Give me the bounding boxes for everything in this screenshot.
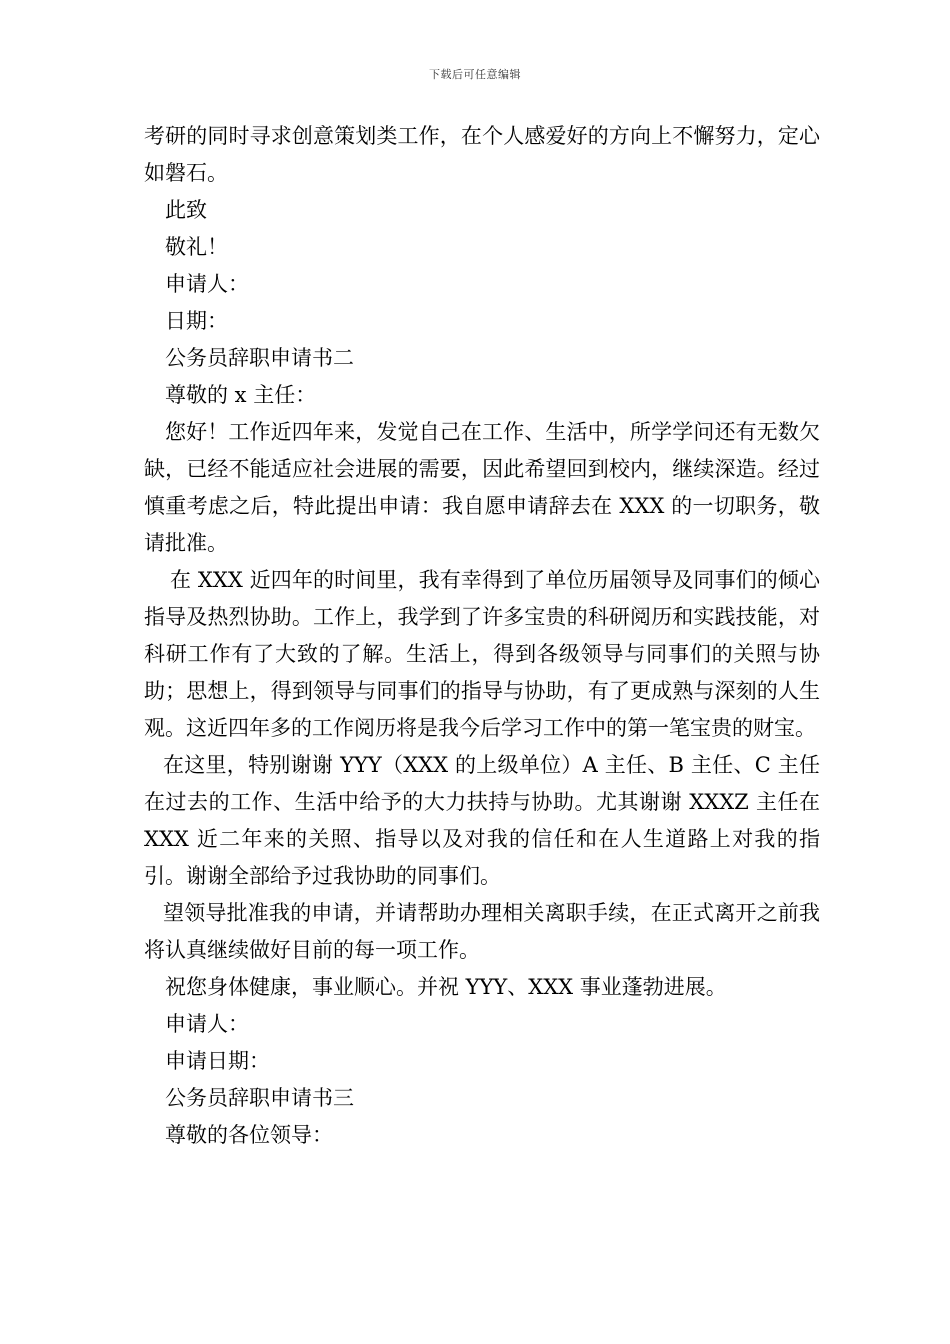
greeting-leaders: 尊敬的各位领导： (165, 1123, 333, 1147)
paragraph-gratitude-work: 在 XXX 近四年的时间里，我有幸得到了单位历届领导及同事们的倾心指导及热烈协助。工作上，我学到了许多宝贵的科研阅历和实践技能，对科研工作有了大致的了解。生活上，得到各级领导与同事们的关照与协助；思想上，得到领导与同事们的指导与协助，有了更成熟与深刻的人生观。这近四年多的工作阅历将是我今后学习工作中的第一笔宝贵的财宝。 (144, 568, 820, 740)
applicant-label-2: 申请人： (165, 1012, 249, 1036)
paragraph-wishes: 祝您身体健康，事业顺心。并祝 YYY、XXX 事业蓬勃进展。 (165, 975, 727, 999)
section-title-two: 公务员辞职申请书二 (165, 346, 354, 370)
paragraph-request-approval: 望领导批准我的申请，并请帮助办理相关离职手续，在正式离开之前我将认真继续做好目前的每一项工作。 (144, 901, 820, 962)
paragraph-intro: 您好！工作近四年来，发觉自己在工作、生活中，所学学问还有无数欠缺，已经不能适应社会进展的需要，因此希望回到校内，继续深造。经过慎重考虑之后，特此提出申请：我自愿申请辞去在 XXX 的一切职务，敬请批准。 (144, 420, 820, 555)
section-title-three: 公务员辞职申请书三 (165, 1086, 354, 1110)
greeting-director: 尊敬的 x 主任： (165, 383, 317, 407)
document-body (144, 118, 820, 1154)
application-date-label: 申请日期： (165, 1049, 270, 1073)
salutation-cizhi: 此致 (165, 198, 207, 222)
salutation-jingli: 敬礼！ (165, 235, 228, 259)
applicant-label: 申请人： (165, 272, 249, 296)
paragraph-closing-continuation: 考研的同时寻求创意策划类工作，在个人感爱好的方向上不懈努力，定心如磐石。 (144, 124, 820, 185)
paragraph-thanks-leaders: 在这里，特别谢谢 YYY（XXX 的上级单位）A 主任、B 主任、C 主任在过去的工作、生活中给予的大力扶持与协助。尤其谢谢 XXXZ 主任在 XXX 近二年来的关照、指导以及对我的信任和在人生道路上对我的指引。谢谢全部给予过我协助的同事们。 (144, 753, 820, 888)
page-header-note: 下载后可任意编辑 (429, 68, 521, 81)
date-label: 日期： (165, 309, 228, 333)
